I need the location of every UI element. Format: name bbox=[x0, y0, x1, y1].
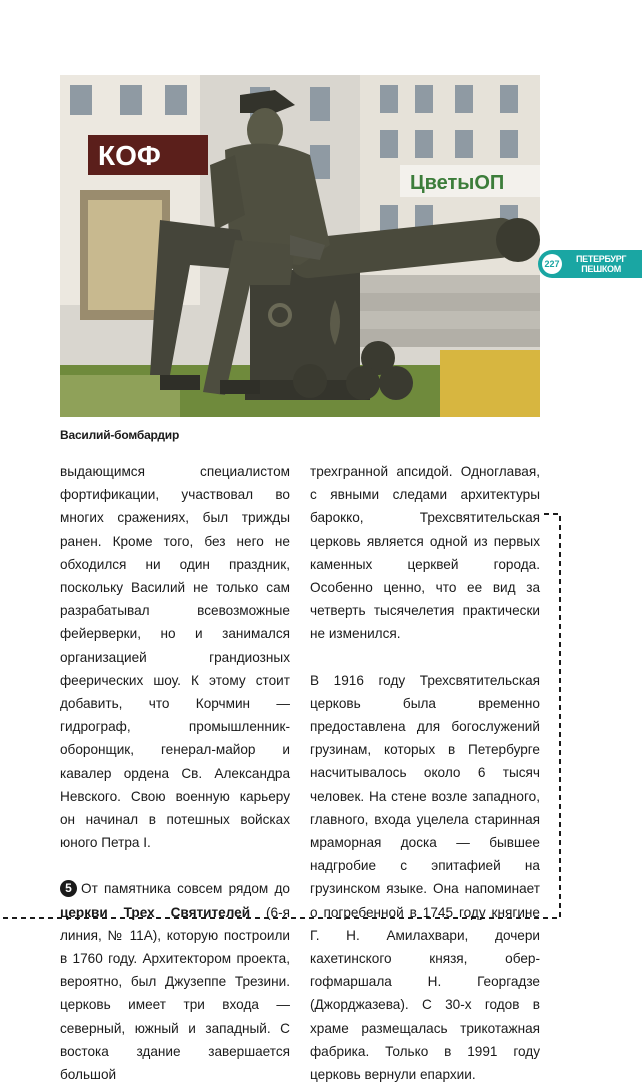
series-title-line1: ПЕТЕРБУРГ bbox=[576, 254, 627, 264]
sign-text-right: ЦветыОП bbox=[410, 172, 505, 194]
paragraph bbox=[60, 877, 290, 1086]
paragraph-text: (6-я линия, № 11А), которую построили в 1760 году. Архитектором проекта, вероятно, был Джузеппе Трезини. церковь имеет три входа — северный, южный и западный. С востока здание завершается большой bbox=[60, 904, 290, 1083]
monument-photo bbox=[60, 75, 540, 417]
photo-caption: Василий-бомбардир bbox=[60, 428, 180, 442]
chapter-tab bbox=[538, 250, 642, 278]
text-column-right bbox=[310, 460, 540, 1086]
route-point-badge: 5 bbox=[60, 880, 77, 897]
paragraph: выдающимся специалистом фортификации, участвовал во многих сражениях, был трижды ранен. Кроме того, без него не обходился ни один праздник, поскольку Василий не только сам разрабатывал всевозможные фейерверки, но и занимался организацией грандиозных феерических шоу. К этому стоит добавить, что Корчмин — гидрограф, промышленник-оборонщик, генерал-майор и кавалер ордена Св. Александра Невского. Свою военную карьеру он начинал в потешных войсках юного Петра I. bbox=[60, 464, 290, 851]
paragraph-text: От памятника совсем рядом до bbox=[81, 881, 290, 897]
paragraph: трехгранной апсидой. Одноглавая, с явными следами архитектуры барокко, Трехсвятительская церковь является одной из первых каменных церквей города. Особенно ценно, что ее вид за четверть тысячелетия практически не изменился. bbox=[310, 464, 540, 642]
sign-text-left: КОФ bbox=[98, 140, 161, 171]
text-column-left bbox=[60, 460, 290, 1086]
series-logo bbox=[576, 254, 626, 274]
page-number: 227 bbox=[542, 254, 562, 274]
series-title-line2: ПЕШКОМ bbox=[581, 264, 621, 274]
place-name: церкви Трех Святителей bbox=[60, 904, 251, 920]
paragraph: В 1916 году Трехсвятительская церковь была временно предоставлена для богослужений грузинам, которых в Петербурге насчитывалось около 6 тысяч человек. На стене возле западного, главного, входа уцелела старинная мраморная доска — бывшее надгробие с эпитафией на грузинском языке. Она напоминает о погребенной в 1745 году княгине Г. Н. Амилахвари, дочери кахетинского князя, обер-гофмаршала Н. Георгадзе (Джорджазева). С 30-х годов в храме размещалась трикотажная фабрика. Только в 1991 году церковь вернули епархии. bbox=[310, 672, 540, 1083]
